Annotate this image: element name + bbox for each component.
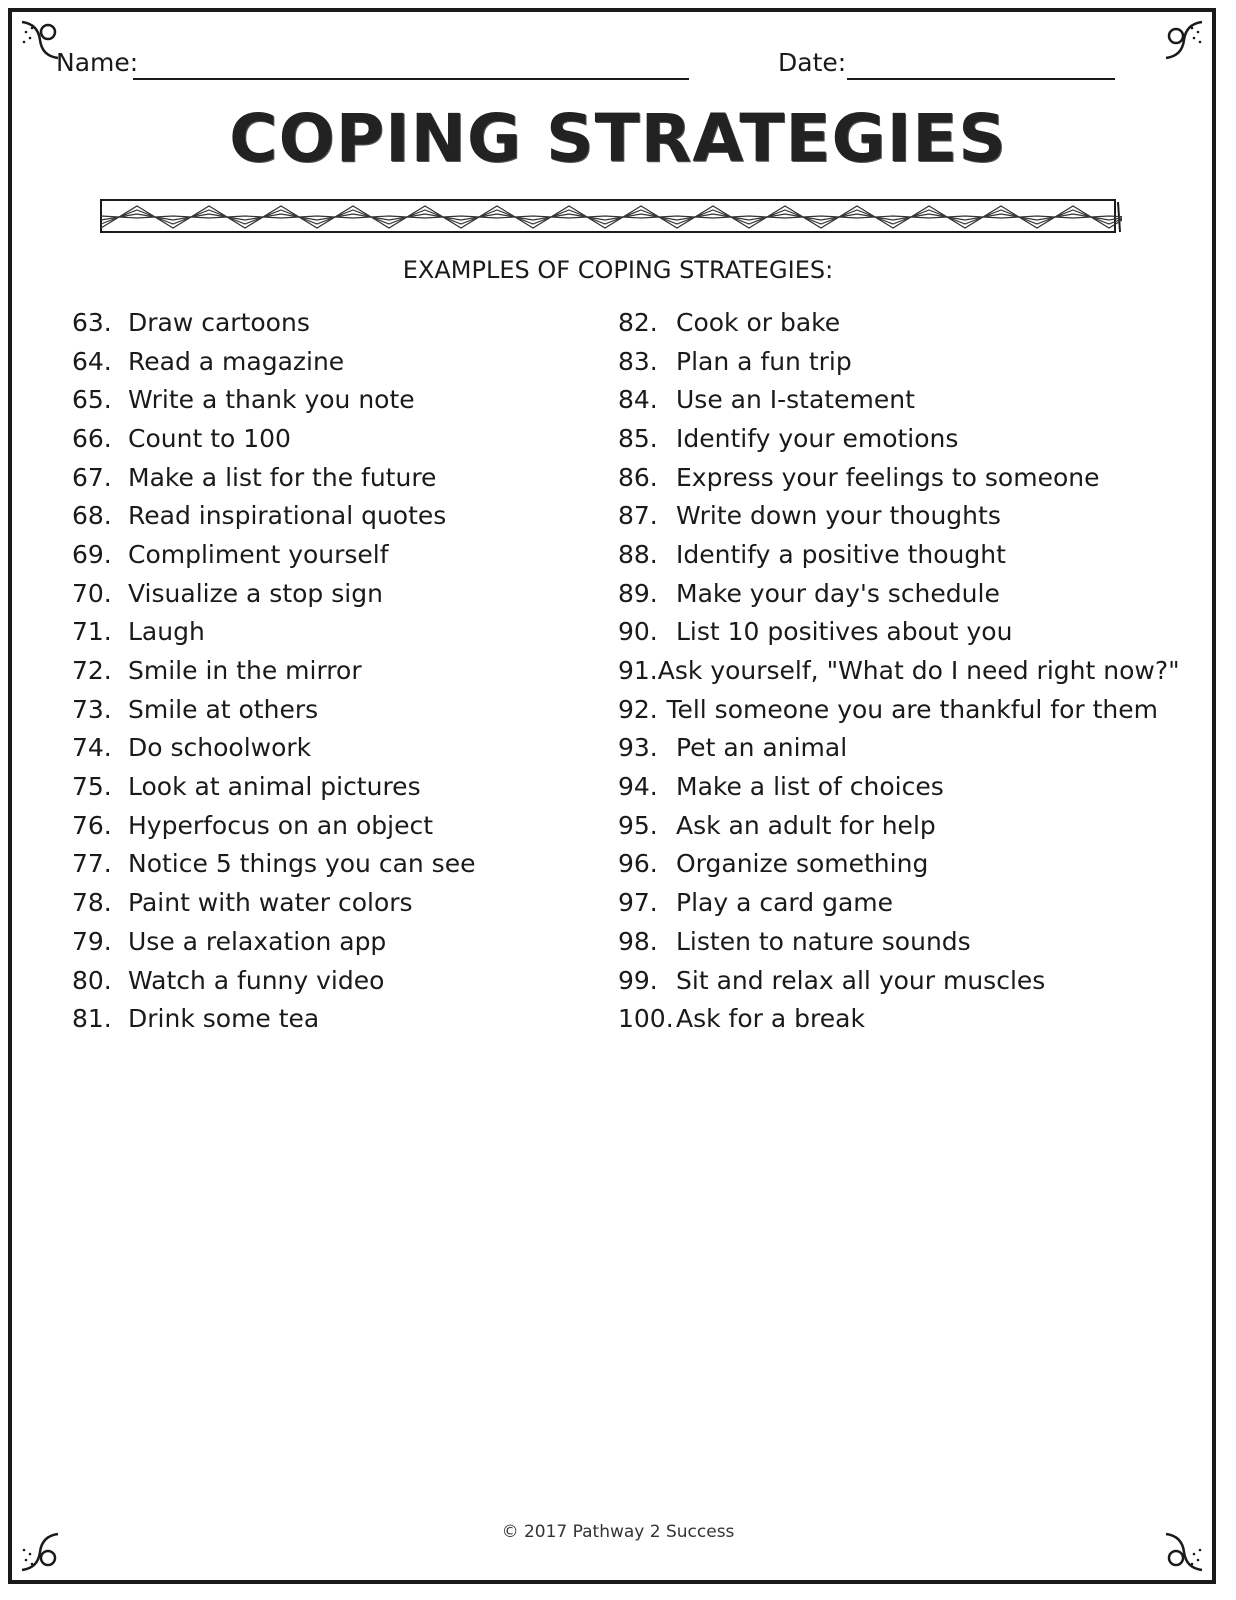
list-item: [618, 613, 1158, 652]
list-item: [72, 767, 572, 806]
list-item: [72, 303, 572, 342]
list-item: [618, 806, 1158, 845]
list-item: [72, 806, 572, 845]
list-item: [72, 961, 572, 1000]
list-item: [618, 651, 1180, 690]
item-text: Visualize a stop sign: [128, 578, 383, 608]
list-item: [618, 574, 1158, 613]
item-number: 99.: [618, 965, 658, 995]
list-item: [618, 999, 1158, 1038]
list-item: [72, 845, 572, 884]
item-text: Express your feelings to someone: [676, 462, 1100, 492]
item-number: 85.: [618, 423, 658, 453]
list-item: [72, 458, 572, 497]
item-text: Cook or bake: [676, 307, 841, 337]
list-item: [72, 574, 572, 613]
item-text: Draw cartoons: [128, 307, 310, 337]
item-text: Use a relaxation app: [128, 926, 387, 956]
item-text: Write a thank you note: [128, 385, 415, 415]
list-item: [618, 419, 1158, 458]
corner-flourish-top-right: [1154, 18, 1206, 70]
item-text: Sit and relax all your muscles: [676, 965, 1046, 995]
list-item: [72, 496, 572, 535]
item-text: Hyperfocus on an object: [128, 810, 434, 840]
list-item: [72, 535, 572, 574]
strategy-list-left: [72, 303, 572, 1038]
list-item: [72, 922, 572, 961]
item-number: 66.: [72, 423, 112, 453]
item-number: 87.: [618, 501, 658, 531]
list-item: [72, 342, 572, 381]
section-heading: EXAMPLES OF COPING STRATEGIES:: [402, 256, 834, 284]
item-text: Look at animal pictures: [128, 772, 421, 802]
list-item: [618, 458, 1158, 497]
item-text: Write down your thoughts: [676, 501, 1001, 531]
item-text: Smile at others: [128, 694, 319, 724]
item-text: Drink some tea: [128, 1004, 320, 1034]
item-text: List 10 positives about you: [676, 617, 1013, 647]
item-number: 77.: [72, 849, 112, 879]
item-number: 73.: [72, 694, 112, 724]
date-label: Date:: [778, 48, 847, 77]
zigzag-line: [101, 216, 1122, 218]
item-text: Laugh: [128, 617, 205, 647]
list-item: [72, 729, 572, 768]
item-number: 63.: [72, 307, 112, 337]
item-number: 78.: [72, 888, 112, 918]
item-number: 74.: [72, 733, 112, 763]
item-text: Organize something: [676, 849, 929, 879]
list-item: [618, 729, 1158, 768]
item-text: Tell someone you are thankful for them: [666, 694, 1158, 724]
worksheet-header: [56, 48, 1140, 88]
list-item: [618, 303, 1158, 342]
item-text: Notice 5 things you can see: [128, 849, 476, 879]
item-number: 89.: [618, 578, 658, 608]
item-number: 93.: [618, 733, 658, 763]
item-text: Ask an adult for help: [676, 810, 936, 840]
item-text: Count to 100: [128, 423, 291, 453]
item-number: 76.: [72, 810, 112, 840]
item-number: 69.: [72, 539, 112, 569]
item-number: 88.: [618, 539, 658, 569]
list-item: [618, 690, 1158, 729]
list-item: [618, 883, 1158, 922]
name-field[interactable]: [133, 78, 689, 80]
item-text: Compliment yourself: [128, 539, 389, 569]
item-text: Play a card game: [676, 888, 893, 918]
item-number: 72.: [72, 656, 112, 686]
item-text: Ask yourself, "What do I need right now?": [657, 656, 1180, 686]
list-item: [618, 922, 1158, 961]
list-item: [618, 342, 1158, 381]
item-number: 68.: [72, 501, 112, 531]
item-text: Pet an animal: [676, 733, 848, 763]
item-text: Identify your emotions: [676, 423, 959, 453]
item-number: 64.: [72, 346, 112, 376]
copyright-footer: © 2017 Pathway 2 Success: [501, 1522, 735, 1542]
page-title: COPING STRATEGIES: [229, 100, 1007, 177]
list-item: [618, 380, 1158, 419]
item-number: 97.: [618, 888, 658, 918]
item-text: Do schoolwork: [128, 733, 312, 763]
item-text: Read a magazine: [128, 346, 345, 376]
item-number: 70.: [72, 578, 112, 608]
item-text: Watch a funny video: [128, 965, 385, 995]
item-text: Paint with water colors: [128, 888, 413, 918]
list-item: [618, 535, 1158, 574]
item-number: 79.: [72, 926, 112, 956]
item-number: 75.: [72, 772, 112, 802]
item-number: 90.: [618, 617, 658, 647]
item-text: Make your day's schedule: [676, 578, 1000, 608]
item-number: 71.: [72, 617, 112, 647]
item-number: 100.: [618, 1004, 674, 1034]
item-text: Use an I-statement: [676, 385, 915, 415]
item-number: 82.: [618, 307, 658, 337]
list-item: [72, 651, 572, 690]
item-number: 92.: [618, 694, 658, 724]
list-item: [72, 380, 572, 419]
list-item: [618, 496, 1158, 535]
item-number: 86.: [618, 462, 658, 492]
item-number: 91.: [618, 656, 658, 686]
list-item: [618, 845, 1158, 884]
list-item: [72, 883, 572, 922]
item-text: Ask for a break: [676, 1004, 865, 1034]
item-text: Smile in the mirror: [128, 656, 362, 686]
item-number: 81.: [72, 1004, 112, 1034]
item-number: 84.: [618, 385, 658, 415]
list-item: [72, 419, 572, 458]
item-number: 94.: [618, 772, 658, 802]
list-item: [72, 999, 572, 1038]
list-item: [618, 961, 1158, 1000]
strategy-list-right: [618, 303, 1180, 1038]
item-text: Listen to nature sounds: [676, 926, 971, 956]
list-item: [72, 690, 572, 729]
item-number: 96.: [618, 849, 658, 879]
item-number: 98.: [618, 926, 658, 956]
item-number: 83.: [618, 346, 658, 376]
item-text: Identify a positive thought: [676, 539, 1006, 569]
item-number: 95.: [618, 810, 658, 840]
list-item: [618, 767, 1158, 806]
item-text: Plan a fun trip: [676, 346, 852, 376]
decorative-zigzag-banner: [100, 198, 1122, 236]
item-number: 67.: [72, 462, 112, 492]
name-label: Name:: [56, 48, 139, 77]
item-text: Make a list of choices: [676, 772, 944, 802]
item-text: Make a list for the future: [128, 462, 437, 492]
item-number: 65.: [72, 385, 112, 415]
item-number: 80.: [72, 965, 112, 995]
date-field[interactable]: [847, 78, 1115, 80]
list-item: [72, 613, 572, 652]
item-text: Read inspirational quotes: [128, 501, 447, 531]
